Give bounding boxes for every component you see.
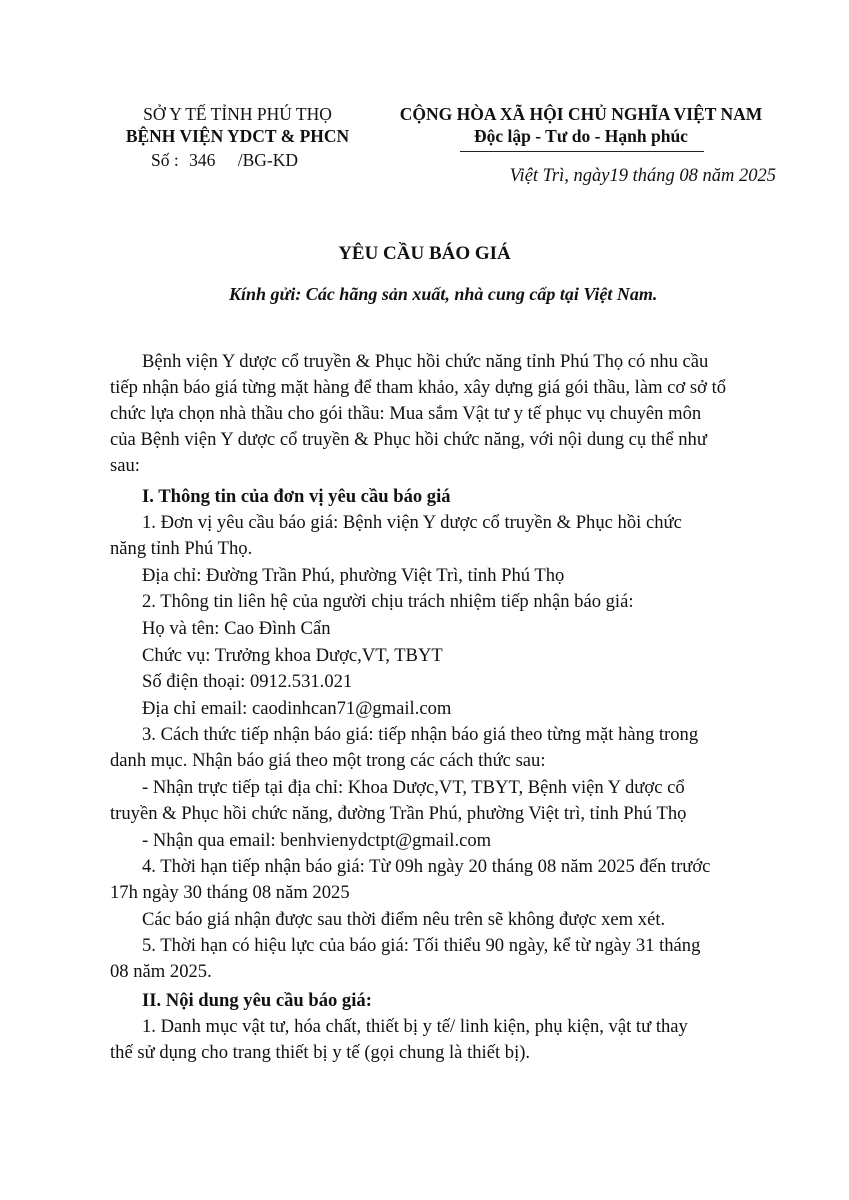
s1-item4: 4. Thời hạn tiếp nhận báo giá: Từ 09h ngày 20 tháng 08 năm 2025 đến trước — [142, 856, 711, 877]
late-note: Các báo giá nhận được sau thời điểm nêu trên sẽ không được xem xét. — [142, 909, 666, 930]
address-line: Địa chỉ: Đường Trần Phú, phường Việt Trì, tỉnh Phú Thọ — [142, 565, 565, 586]
intro-line: của Bệnh viện Y dược cổ truyền & Phục hồi chức năng, với nội dung cụ thể như — [110, 429, 707, 450]
s1-item3-cont: danh mục. Nhận báo giá theo một trong các cách thức sau: — [110, 750, 546, 771]
s1-item5-cont: 08 năm 2025. — [110, 961, 212, 982]
hospital-name: BỆNH VIỆN YDCT & PHCN — [125, 126, 350, 146]
s1-item2: 2. Thông tin liên hệ của người chịu trách nhiệm tiếp nhận báo giá: — [142, 591, 634, 612]
motto-underline — [460, 151, 704, 152]
nation-motto: Độc lập - Tư do - Hạnh phúc — [474, 126, 688, 146]
place-date: Việt Trì, ngày19 tháng 08 năm 2025 — [509, 166, 776, 186]
contact-position: Chức vụ: Trưởng khoa Dược,VT, TBYT — [142, 645, 443, 666]
document-title: YÊU CẦU BÁO GIÁ — [338, 243, 511, 264]
contact-email: Địa chỉ email: caodinhcan71@gmail.com — [142, 698, 452, 719]
section1-heading: I. Thông tin của đơn vị yêu cầu báo giá — [142, 486, 451, 507]
s1-item3: 3. Cách thức tiếp nhận báo giá: tiếp nhận báo giá theo từng mặt hàng trong — [142, 724, 699, 745]
document-number — [151, 150, 298, 171]
intro-line: Bệnh viện Y dược cổ truyền & Phục hồi chức năng tỉnh Phú Thọ có nhu cầu — [142, 351, 709, 372]
section2-heading: II. Nội dung yêu cầu báo giá: — [142, 990, 372, 1011]
receive-direct-cont: truyền & Phục hồi chức năng, đường Trần Phú, phường Việt trì, tỉnh Phú Thọ — [110, 803, 687, 824]
s1-item1: 1. Đơn vị yêu cầu báo giá: Bệnh viện Y dược cổ truyền & Phục hồi chức — [142, 512, 682, 533]
intro-line: chức lựa chọn nhà thầu cho gói thầu: Mua sắm Vật tư y tế phục vụ chuyên môn — [110, 403, 702, 424]
nation-title: CỘNG HÒA XÃ HỘI CHỦ NGHĨA VIỆT NAM — [399, 104, 763, 124]
receive-email: - Nhận qua email: benhvienydctpt@gmail.com — [142, 830, 492, 851]
contact-phone: Số điện thoại: 0912.531.021 — [142, 671, 353, 692]
number-label: Số : — [151, 150, 179, 170]
intro-line: sau: — [110, 455, 140, 476]
agency-name: SỞ Y TẾ TỈNH PHÚ THỌ — [143, 104, 332, 124]
contact-name: Họ và tên: Cao Đình Cẩn — [142, 618, 331, 639]
s1-item4-cont: 17h ngày 30 tháng 08 năm 2025 — [110, 882, 350, 903]
intro-line: tiếp nhận báo giá từng mặt hàng để tham khảo, xây dựng giá gói thầu, làm cơ sở tổ — [110, 377, 727, 398]
recipient-line: Kính gửi: Các hãng sản xuất, nhà cung cấp tại Việt Nam. — [229, 284, 658, 304]
number-value: 346 — [189, 150, 216, 170]
s2-item1-cont: thế sử dụng cho trang thiết bị y tế (gọi chung là thiết bị). — [110, 1042, 531, 1063]
s1-item5: 5. Thời hạn có hiệu lực của báo giá: Tối thiểu 90 ngày, kể từ ngày 31 tháng — [142, 935, 701, 956]
s2-item1: 1. Danh mục vật tư, hóa chất, thiết bị y tế/ linh kiện, phụ kiện, vật tư thay — [142, 1016, 688, 1037]
receive-direct: - Nhận trực tiếp tại địa chỉ: Khoa Dược,VT, TBYT, Bệnh viện Y dược cổ — [142, 777, 685, 798]
s1-item1-cont: năng tỉnh Phú Thọ. — [110, 538, 253, 559]
number-suffix: /BG-KD — [237, 150, 299, 170]
